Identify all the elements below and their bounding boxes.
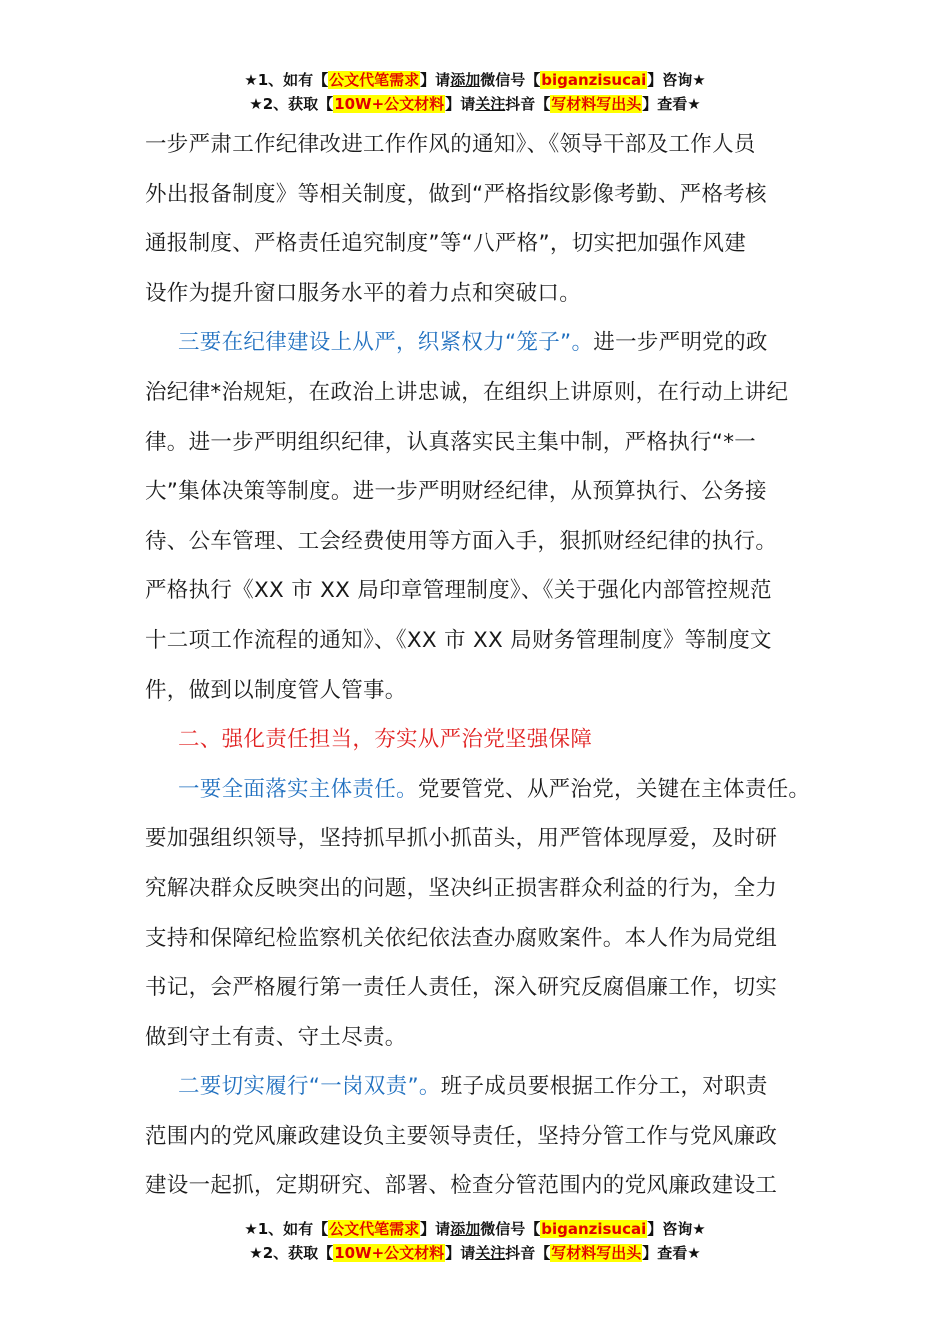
banner-text: 】请 [420,1220,451,1238]
highlight-wechat-id: biganzisucai [541,1220,647,1238]
text-line: 律。进一步严明组织纪律，认真落实民主集中制，严格执行“*一 [145,429,757,455]
banner-underlined: 关注 [475,95,506,113]
banner-underlined: 添加 [450,71,481,89]
bottom-banner [0,1217,950,1265]
top-banner [0,68,950,116]
banner-text: 微信号【 [480,1220,541,1238]
text-line: 支持和保障纪检监察机关依纪依法查办腐败案件。本人作为局党组 [145,925,778,951]
text-line: 要加强组织领导，坚持抓早抓小抓苗头，用严管体现厚爱，及时研 [145,826,778,852]
banner-text: ★1、如有【 [244,1220,329,1238]
highlight-service: 公文代笔需求 [329,1220,420,1238]
banner-underlined: 添加 [450,1220,481,1238]
banner-underlined: 关注 [475,1244,506,1262]
text-line: 范围内的党风廉政建设负主要领导责任，坚持分管工作与党风廉政 [145,1123,778,1149]
paragraph-lead: 一要全面落实主体责任。 [178,776,418,802]
heading-text: 二、强化责任担当，夯实从严治党坚强保障 [178,727,593,753]
paragraph-lead: 三要在纪律建设上从严，织紧权力“笼子”。 [178,330,594,356]
paragraph-2 [145,318,815,715]
banner-text: 】咨询★ [647,71,706,89]
banner-text: 】请 [420,71,451,89]
text-fragment: 党要管党、从严治党，关键在主体责任。 [417,776,811,802]
banner-text: 微信号【 [480,71,541,89]
banner-line-1 [0,1217,950,1241]
highlight-materials: 10W+公文材料 [334,1244,445,1262]
text-line: 一步严肃工作纪律改进工作作风的通知》、《领导干部及工作人员 [145,132,756,157]
paragraph-1 [145,120,815,318]
banner-line-2 [0,1241,950,1265]
section-heading [145,715,815,765]
text-line: 治纪律*治规矩，在政治上讲忠诚，在组织上讲原则，在行动上讲纪 [145,379,789,405]
text-line: 通报制度、严格责任追究制度”等“八严格”，切实把加强作风建 [145,231,747,257]
text-line: 待、公车管理、工会经费使用等方面入手，狠抓财经纪律的执行。 [145,528,778,554]
banner-text: 】查看★ [642,1244,701,1262]
text-line: 建设一起抓，定期研究、部署、检查分管范围内的党风廉政建设工 [145,1173,778,1199]
text-line: 究解决群众反映突出的问题，坚决纠正损害群众利益的行为，全力 [145,875,778,901]
banner-text: 】咨询★ [647,1220,706,1238]
banner-text: ★1、如有【 [244,71,329,89]
banner-text: 】请 [445,95,476,113]
banner-text: 抖音【 [505,1244,551,1262]
text-line [145,1062,815,1112]
paragraph-4 [145,1062,815,1211]
highlight-wechat-id: biganzisucai [541,71,647,89]
text-line: 外出报备制度》等相关制度，做到“严格指纹影像考勤、严格考核 [145,181,767,207]
text-line: 做到守土有责、守土尽责。 [145,1024,407,1050]
text-line: 设作为提升窗口服务水平的着力点和突破口。 [145,280,582,306]
paragraph-3 [145,765,815,1063]
text-line [145,765,815,815]
text-line: 十二项工作流程的通知》、《XX 市 XX 局财务管理制度》等制度文 [145,627,772,653]
banner-line-1 [0,68,950,92]
text-fragment: 班子成员要根据工作分工，对职责 [440,1074,768,1100]
text-line: 书记，会严格履行第一责任人责任，深入研究反腐倡廉工作，切实 [145,975,778,1001]
banner-text: 】请 [445,1244,476,1262]
banner-text: ★2、获取【 [249,95,334,113]
text-line: 大”集体决策等制度。进一步严明财经纪律，从预算执行、公务接 [145,479,767,505]
text-line: 严格执行《XX 市 XX 局印章管理制度》、《关于强化内部管控规范 [145,578,772,604]
highlight-service: 公文代笔需求 [329,71,420,89]
text-line: 件，做到以制度管人管事。 [145,677,407,703]
banner-text: 抖音【 [505,95,551,113]
highlight-materials: 10W+公文材料 [334,95,445,113]
banner-text: ★2、获取【 [249,1244,334,1262]
text-line [145,318,815,368]
document-body [145,120,815,1211]
banner-line-2 [0,92,950,116]
paragraph-lead: 二要切实履行“一岗双责”。 [178,1074,441,1100]
text-fragment: 进一步严明党的政 [593,330,768,356]
highlight-douyin: 写材料写出头 [551,1244,642,1262]
banner-text: 】查看★ [642,95,701,113]
highlight-douyin: 写材料写出头 [551,95,642,113]
